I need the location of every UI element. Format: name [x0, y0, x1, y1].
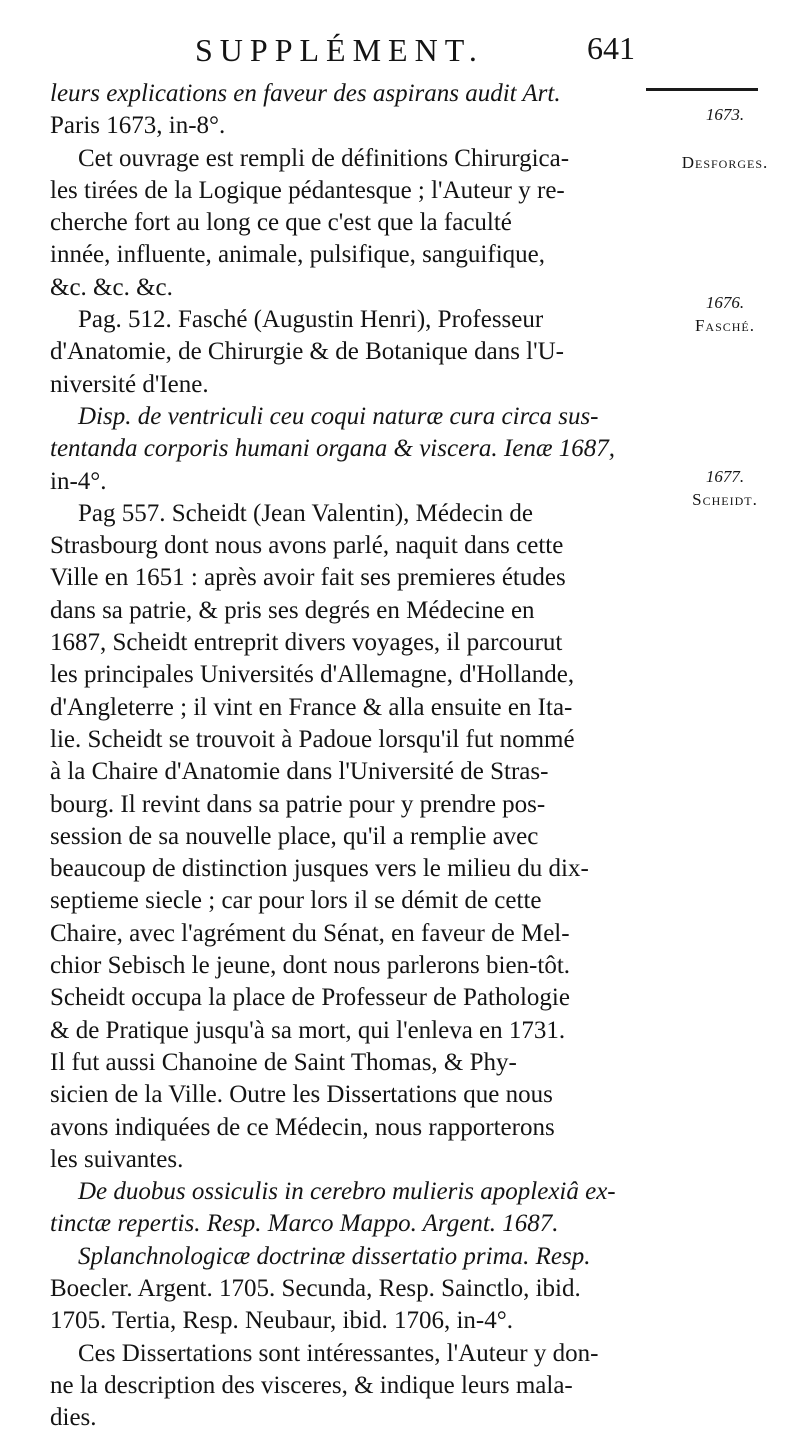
- text-line: cherche fort au long ce que c'est que la faculté: [50, 209, 512, 237]
- text-line: Strasbourg dont nous avons parlé, naquit dans cette: [50, 532, 564, 560]
- text-line: dans sa patrie, & pris ses degrés en Médecine en: [50, 596, 535, 624]
- margin-note-year: 1673.: [705, 105, 745, 124]
- text-line: les suivantes.: [50, 1145, 184, 1173]
- text-line: Scheidt occupa la place de Professeur de Pathologie: [50, 984, 570, 1012]
- text-line: leurs explications en faveur des aspirans audit Art.: [50, 80, 561, 107]
- text-line: chior Sebisch le jeune, dont nous parlerons bien-tôt.: [50, 952, 571, 980]
- text-line: d'Anatomie, de Chirurgie & de Botanique dans l'U-: [50, 338, 565, 366]
- text-line: bourg. Il revint dans sa patrie pour y prendre pos-: [50, 790, 546, 818]
- text-line: De duobus ossiculis in cerebro mulieris apoplexiâ ex-: [78, 1178, 616, 1206]
- page-header: [195, 28, 635, 72]
- running-title: SUPPLÉMENT.: [195, 32, 484, 68]
- text-line: Pag 557. Scheidt (Jean Valentin), Médecin de: [78, 499, 533, 527]
- text-line: Chaire, avec l'agrément du Sénat, en faveur de Mel-: [50, 919, 570, 947]
- text-line: lie. Scheidt se trouvoit à Padoue lorsqu'il fut nommé: [50, 725, 575, 753]
- text-line: ne la description des visceres, & indique leurs mala-: [50, 1371, 573, 1399]
- page-number: 641: [587, 30, 635, 66]
- text-line: beaucoup de distinction jusques vers le milieu du dix-: [50, 855, 589, 883]
- text-line: innée, influente, animale, pulsifique, sanguifique,: [50, 241, 545, 269]
- text-line: Boecler. Argent. 1705. Secunda, Resp. Sainctlo, ibid.: [50, 1274, 581, 1302]
- text-line: d'Angleterre ; il vint en France & alla ensuite en Ita-: [50, 693, 573, 721]
- text-line: Pag. 512. Fasché (Augustin Henri), Professeur: [78, 306, 544, 334]
- text-line: in-4°.: [50, 467, 107, 495]
- text-line: dies.: [50, 1404, 97, 1432]
- text-line: session de sa nouvelle place, qu'il a remplie avec: [50, 822, 539, 850]
- text-line: Splanchnologicæ doctrinæ dissertatio prima. Resp.: [78, 1242, 591, 1270]
- text-line: 1705. Tertia, Resp. Neubaur, ibid. 1706, in-4°.: [50, 1307, 513, 1335]
- text-line: tentanda corporis humani organa & viscera. Ienæ 1687,: [50, 435, 616, 463]
- text-line: Paris 1673, in-8°.: [50, 112, 226, 140]
- margin-note-year: 1677.: [705, 467, 745, 486]
- margin-note-year: 1676.: [705, 293, 745, 312]
- text-line: les principales Universités d'Allemagne, d'Hollande,: [50, 661, 575, 689]
- text-line: à la Chaire d'Anatomie dans l'Université de Stras-: [50, 758, 549, 786]
- text-line: Il fut aussi Chanoine de Saint Thomas, & Phy-: [50, 1048, 517, 1076]
- text-line: Ces Dissertations sont intéressantes, l'Auteur y don-: [78, 1339, 599, 1367]
- text-line: &c. &c. &c.: [50, 273, 173, 301]
- text-line: tinctæ repertis. Resp. Marco Mappo. Argent. 1687.: [50, 1210, 559, 1238]
- text-line: septieme siecle ; car pour lors il se démit de cette: [50, 887, 542, 915]
- margin-rule: [646, 88, 758, 91]
- margin-note-desforges: [660, 104, 790, 174]
- margin-note-name: Desforges.: [681, 153, 769, 172]
- margin-note-fasche: [660, 292, 790, 337]
- text-line: 1687, Scheidt entreprit divers voyages, il parcourut: [50, 629, 563, 657]
- margin-note-name: Scheidt.: [692, 490, 758, 509]
- text-line: les tirées de la Logique pédantesque ; l'Auteur y re-: [50, 176, 565, 204]
- text-line: sicien de la Ville. Outre les Dissertations que nous: [50, 1081, 553, 1109]
- body-text: [50, 78, 655, 1434]
- text-line: avons indiquées de ce Médecin, nous rapporterons: [50, 1113, 555, 1141]
- text-line: & de Pratique jusqu'à sa mort, qui l'enleva en 1731.: [50, 1016, 566, 1044]
- margin-note-name: Fasché.: [694, 316, 756, 335]
- text-line: Cet ouvrage est rempli de définitions Chirurgica-: [78, 144, 570, 172]
- margin-note-scheidt: [660, 466, 790, 511]
- text-line: Disp. de ventriculi ceu coqui naturæ cura circa sus-: [78, 402, 599, 430]
- text-line: niversité d'Iene.: [50, 370, 209, 398]
- text-line: Ville en 1651 : après avoir fait ses premieres études: [50, 564, 566, 592]
